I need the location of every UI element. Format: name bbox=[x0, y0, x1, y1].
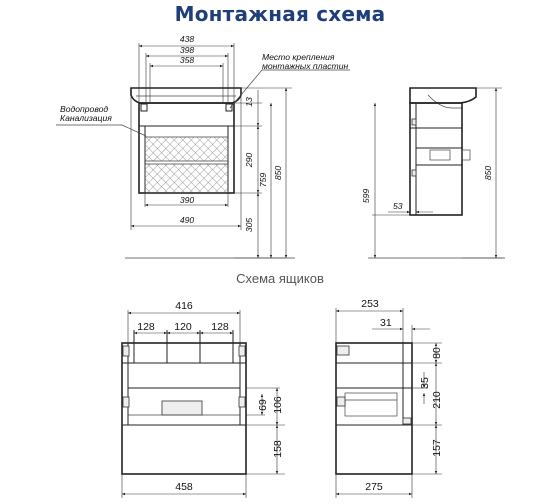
dim-157: 157 bbox=[431, 439, 443, 457]
dim-416: 416 bbox=[175, 300, 193, 312]
dim-759: 759 bbox=[258, 172, 268, 188]
dim-275: 275 bbox=[365, 481, 383, 493]
mount-note-line2: монтажных пластин bbox=[262, 61, 349, 71]
dim-390: 390 bbox=[179, 195, 195, 205]
drawer-cutout bbox=[162, 401, 202, 415]
dim-80: 80 bbox=[431, 347, 443, 359]
dim-69: 69 bbox=[257, 399, 269, 411]
front-view-top bbox=[56, 34, 350, 258]
dim-128-right: 128 bbox=[211, 321, 229, 333]
dim-458: 458 bbox=[175, 481, 193, 493]
drawer-side-view bbox=[336, 298, 443, 498]
pipes-note-line2: Канализация bbox=[60, 113, 112, 123]
side-basin-outline bbox=[410, 88, 476, 103]
dim-398: 398 bbox=[179, 45, 195, 55]
basin-outline bbox=[131, 88, 241, 103]
dim-850-side: 850 bbox=[483, 165, 493, 181]
dim-290: 290 bbox=[244, 152, 254, 168]
mount-plate-left bbox=[141, 104, 147, 111]
dim-53: 53 bbox=[393, 201, 403, 211]
dim-120: 120 bbox=[174, 321, 192, 333]
dim-305: 305 bbox=[244, 217, 254, 233]
dim-158: 158 bbox=[272, 440, 284, 458]
mount-plate-right bbox=[226, 104, 232, 111]
dim-253: 253 bbox=[361, 298, 379, 310]
drawer-front-view bbox=[122, 300, 285, 498]
dim-35: 35 bbox=[419, 377, 431, 389]
dim-106: 106 bbox=[272, 396, 284, 414]
pipes-note-line1: Водопровод bbox=[60, 104, 109, 114]
dim-128-left: 128 bbox=[137, 321, 155, 333]
side-cabinet-body bbox=[410, 103, 462, 215]
dim-490: 490 bbox=[179, 215, 195, 225]
dim-31: 31 bbox=[380, 317, 392, 329]
dim-438: 438 bbox=[179, 34, 195, 44]
side-view-top bbox=[361, 88, 505, 258]
dim-13: 13 bbox=[244, 97, 254, 107]
dim-850: 850 bbox=[273, 165, 283, 181]
dim-599: 599 bbox=[361, 188, 371, 204]
dim-210: 210 bbox=[431, 391, 443, 409]
dim-358: 358 bbox=[179, 55, 195, 65]
page-title: Монтажная схема bbox=[174, 2, 386, 26]
mount-note-line1: Место крепления bbox=[262, 52, 335, 62]
drawer-scheme-subtitle: Схема ящиков bbox=[236, 271, 324, 286]
